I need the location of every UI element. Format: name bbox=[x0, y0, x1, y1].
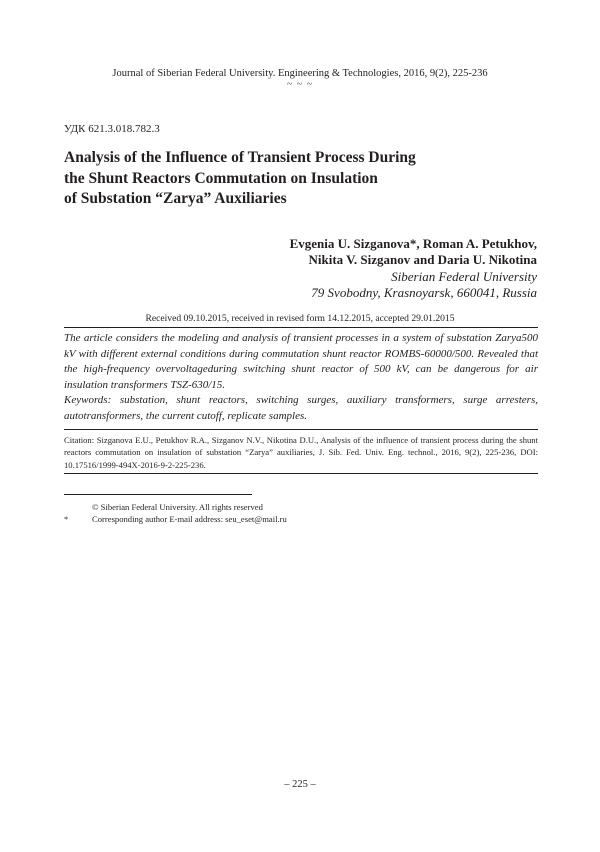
footnote-copyright bbox=[64, 501, 263, 513]
citation: Citation: Sizganova E.U., Petukhov R.A., Sizganov N.V., Nikotina D.U., Analysis of the influence of transient process during the shunt reactors commutation on insulation of substation “Zarya” auxiliaries, J. Sib. Fed. Univ. Eng. technol., 2016, 9(2), 225-236, DOI: 10.17516/1999-494X-2016-9-2-225-236. bbox=[64, 435, 538, 470]
received-dates: Received 09.10.2015, received in revised form 14.12.2015, accepted 29.01.2015 bbox=[145, 313, 455, 324]
footnote-marker: * bbox=[64, 514, 69, 524]
abstract: The article considers the modeling and analysis of transient processes in a system of substation Zarya500 kV with different external conditions during commutation shunt reactor ROMBS-60000/500. Revealed that the high-frequency overvoltageduring switching shunt reactor of 500 kV, can be dangerous for air insulation transformers TSZ-630/15. bbox=[64, 332, 538, 392]
address: 79 Svobodny, Krasnoyarsk, 660041, Russia bbox=[311, 284, 537, 300]
page-number: – 225 – bbox=[284, 779, 316, 790]
paper-title bbox=[64, 148, 524, 210]
copyright-text: © Siberian Federal University. All rights reserved bbox=[92, 502, 263, 512]
title-line-1: Analysis of the Influence of Transient Process During bbox=[64, 149, 416, 166]
affiliation: Siberian Federal University bbox=[391, 268, 537, 284]
footnote-corresponding bbox=[64, 513, 287, 525]
citation-top-rule bbox=[64, 429, 538, 430]
abstract-top-rule bbox=[64, 327, 538, 328]
journal-header: Journal of Siberian Federal University. Engineering & Technologies, 2016, 9(2), 225-236 bbox=[112, 68, 488, 79]
udk-code: УДК 621.3.018.782.3 bbox=[64, 123, 160, 135]
authors-block bbox=[290, 236, 537, 301]
authors-line-2: Nikita V. Sizganov and Daria U. Nikotina bbox=[308, 252, 537, 268]
corresponding-text: Corresponding author E-mail address: seu_eset@mail.ru bbox=[92, 514, 287, 524]
keywords: Keywords: substation, shunt reactors, switching surges, auxiliary transformers, surge arresters, autotransformers, the current cutoff, replicate samples. bbox=[64, 394, 538, 422]
authors-line-1: Evgenia U. Sizganova*, Roman A. Petukhov, bbox=[289, 236, 537, 251]
title-line-2: the Shunt Reactors Commutation on Insulation bbox=[64, 169, 378, 187]
title-line-3: of Substation “Zarya” Auxiliaries bbox=[64, 190, 287, 207]
footnote-rule bbox=[64, 494, 252, 495]
citation-bottom-rule bbox=[64, 473, 538, 474]
header-ornament: ~ ~ ~ bbox=[286, 79, 314, 90]
